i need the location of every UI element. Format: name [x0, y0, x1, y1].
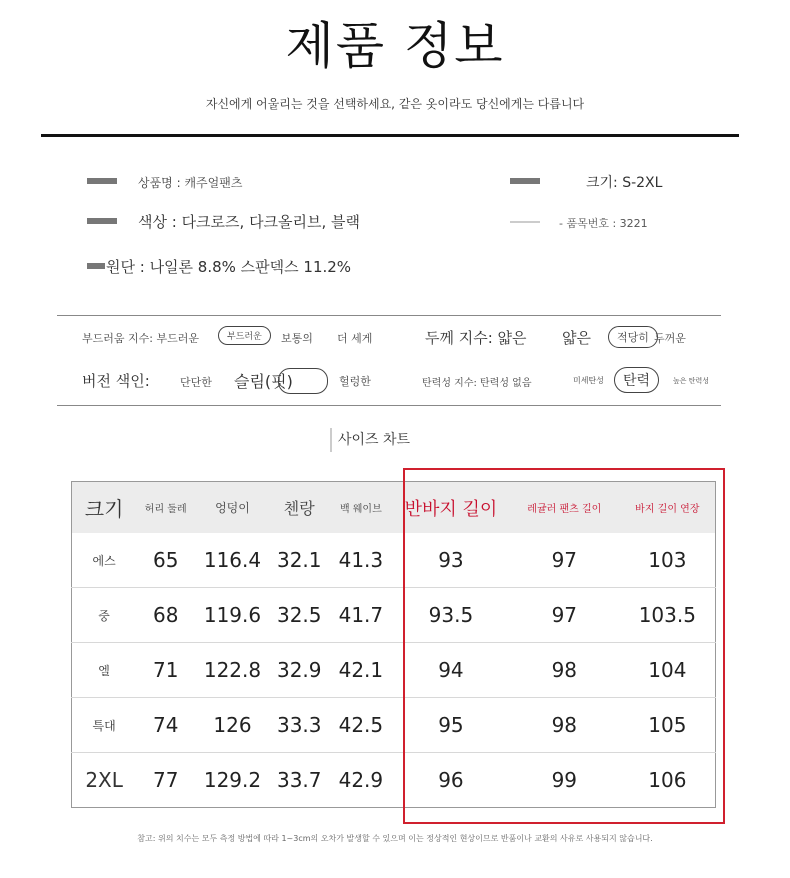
cell-waist: 65: [136, 533, 195, 588]
fit-selected-ring: [278, 368, 328, 394]
cell-back-rise: 42.9: [329, 753, 393, 808]
cell-back-rise: 41.7: [329, 588, 393, 643]
cell-waist: 68: [136, 588, 195, 643]
cell-regular-length: 98: [509, 698, 620, 753]
thickness-opt3: 두꺼운: [654, 332, 686, 345]
header-back-rise: 백 웨이브: [329, 482, 393, 534]
cell-back-rise: 42.1: [329, 643, 393, 698]
cell-shorts-length: 93.5: [393, 588, 509, 643]
softness-opt3: 더 세게: [337, 332, 373, 345]
cell-rise: 32.1: [270, 533, 329, 588]
thickness-selected: 적당히: [608, 326, 658, 348]
cell-hip: 116.4: [195, 533, 270, 588]
cell-shorts-length: 93: [393, 533, 509, 588]
elastic-label: 탄력성 지수: 탄력성 없음: [422, 378, 532, 389]
cell-extended-length: 104: [620, 643, 716, 698]
cell-hip: 129.2: [195, 753, 270, 808]
elastic-selected: 탄력: [614, 367, 659, 393]
cell-rise: 32.9: [270, 643, 329, 698]
cell-regular-length: 99: [509, 753, 620, 808]
softness-opt2: 보통의: [281, 332, 313, 345]
size-chart-label: 사이즈 차트: [330, 428, 416, 452]
row-size-label: 2XL: [72, 753, 137, 808]
product-size: 크기: S-2XL: [586, 175, 663, 191]
row-size-label: 특대: [72, 698, 137, 753]
thickness-opt1: 얇은: [562, 329, 591, 347]
cell-regular-length: 98: [509, 643, 620, 698]
cell-rise: 33.7: [270, 753, 329, 808]
cell-extended-length: 103.5: [620, 588, 716, 643]
header-size: 크기: [72, 482, 137, 534]
cell-hip: 122.8: [195, 643, 270, 698]
header-rise: 첸랑: [270, 482, 329, 534]
cell-waist: 77: [136, 753, 195, 808]
cell-regular-length: 97: [509, 588, 620, 643]
cell-extended-length: 103: [620, 533, 716, 588]
header-regular-length: 레귤러 팬츠 길이: [509, 482, 620, 534]
length-columns-highlight: [403, 468, 725, 824]
cell-waist: 71: [136, 643, 195, 698]
cell-shorts-length: 96: [393, 753, 509, 808]
row-size-label: 중: [72, 588, 137, 643]
cell-hip: 119.6: [195, 588, 270, 643]
fit-opt3: 헐렁한: [339, 375, 371, 388]
cell-hip: 126: [195, 698, 270, 753]
elastic-opt3: 높은 탄력성: [673, 377, 710, 385]
cell-regular-length: 97: [509, 533, 620, 588]
bullet-bar: [510, 221, 540, 223]
bullet-bar: [87, 218, 117, 224]
bullet-bar: [87, 178, 117, 184]
row-size-label: 에스: [72, 533, 137, 588]
fit-selected: 슬림(핏): [234, 372, 293, 391]
page-title: 제품 정보: [285, 17, 505, 75]
softness-label: 부드러움 지수: 부드러운: [82, 332, 199, 345]
header-shorts-length: 반바지 길이: [393, 482, 509, 534]
cell-shorts-length: 95: [393, 698, 509, 753]
product-name: 상품명 : 캐주얼팬츠: [138, 176, 243, 190]
cell-rise: 33.3: [270, 698, 329, 753]
fit-opt1: 단단한: [180, 376, 212, 389]
row-size-label: 엘: [72, 643, 137, 698]
spec-divider-top: [57, 315, 721, 316]
product-item-no: - 품목번호 : 3221: [559, 217, 648, 230]
bullet-bar: [510, 178, 540, 184]
spec-divider-bottom: [57, 405, 721, 406]
cell-back-rise: 42.5: [329, 698, 393, 753]
header-waist: 허리 둘레: [136, 482, 195, 534]
softness-selected: 부드러운: [218, 326, 271, 345]
bullet-bar: [87, 263, 105, 269]
cell-waist: 74: [136, 698, 195, 753]
thickness-label: 두께 지수: 얇은: [425, 329, 527, 347]
header-extended-length: 바지 길이 연장: [620, 482, 716, 534]
footnote: 참고: 위의 치수는 모두 측정 방법에 따라 1~3cm의 오차가 발생할 수 있으며 이는 정상적인 현상이므로 반품이나 교환의 사유로 사용되지 않습니다.: [137, 834, 653, 843]
elastic-opt1: 미세탄성: [573, 376, 604, 385]
fit-label: 버전 색인:: [82, 372, 150, 390]
product-fabric: 원단 : 나일론 8.8% 스판덱스 11.2%: [106, 258, 352, 276]
cell-shorts-length: 94: [393, 643, 509, 698]
header-hip: 엉덩이: [195, 482, 270, 534]
cell-extended-length: 106: [620, 753, 716, 808]
page-subtitle: 자신에게 어울리는 것을 선택하세요, 같은 옷이라도 당신에게는 다릅니다: [205, 97, 585, 111]
header-divider: [41, 134, 739, 137]
cell-rise: 32.5: [270, 588, 329, 643]
product-color: 색상 : 다크로즈, 다크올리브, 블랙: [138, 213, 361, 231]
cell-extended-length: 105: [620, 698, 716, 753]
cell-back-rise: 41.3: [329, 533, 393, 588]
